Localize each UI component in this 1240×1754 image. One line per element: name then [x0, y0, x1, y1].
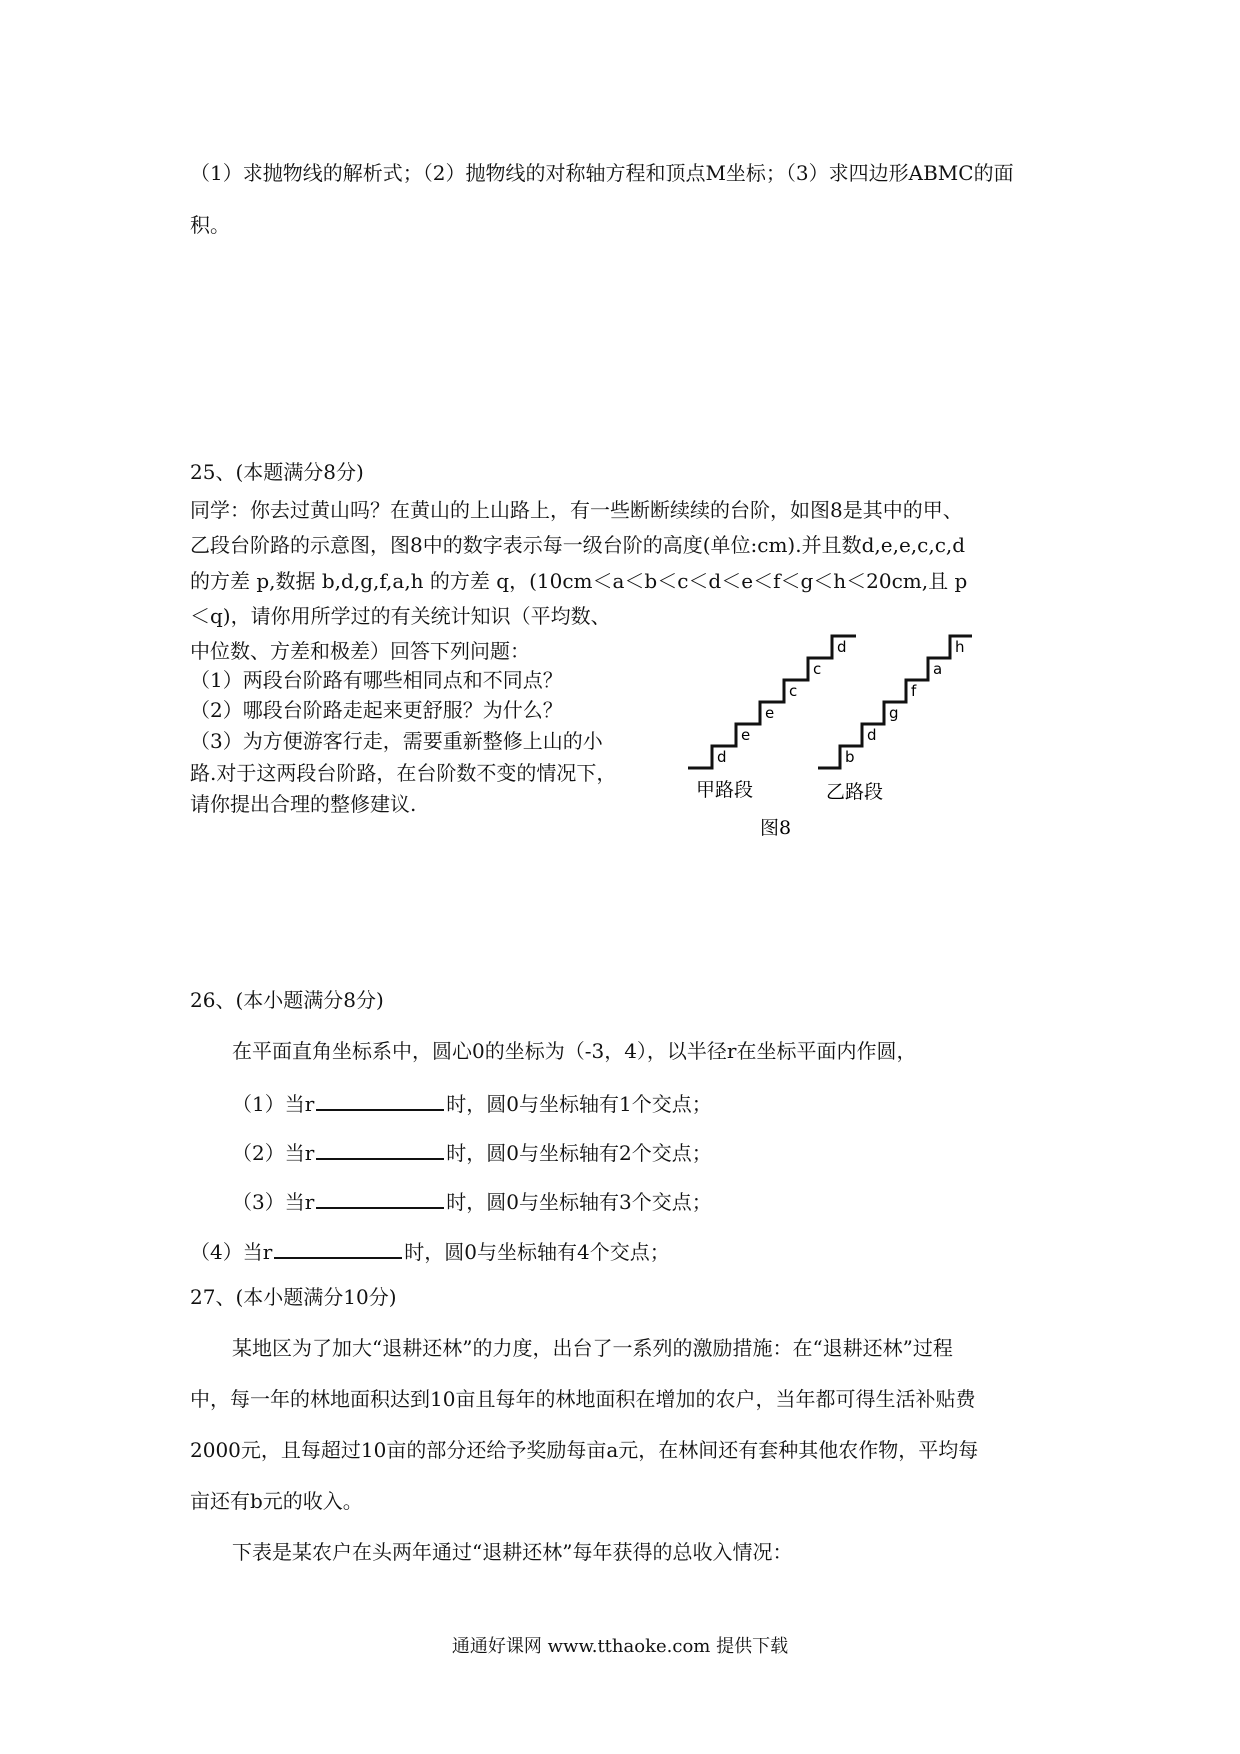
q25-line-8: （3）为方便游客行走，需要重新整修上山的小: [190, 729, 603, 753]
q25-line-4: ＜q)，请你用所学过的有关统计知识（平均数、: [190, 604, 611, 628]
q26-item-1: [232, 1087, 712, 1119]
figure-8-staircases: [678, 616, 1038, 846]
q26-item-3-suffix: 时，圆0与坐标轴有3个交点；: [446, 1190, 712, 1214]
path-b-step-6-label: h: [955, 638, 965, 656]
q25-line-10: 请你提出合理的整修建议.: [190, 792, 417, 816]
answer-blank-3[interactable]: [316, 1185, 444, 1209]
path-a-step-1-label: d: [717, 748, 727, 766]
answer-blank-2[interactable]: [316, 1136, 444, 1160]
path-a-stair-outline: [688, 636, 856, 768]
path-a-step-5-label: c: [813, 660, 822, 678]
intro-line-1: （1）求抛物线的解析式；（2）抛物线的对称轴方程和顶点M坐标；（3）求四边形ABMC的面: [190, 161, 1014, 185]
q26-heading: 26、(本小题满分8分): [190, 988, 384, 1012]
path-b-label: 乙路段: [826, 781, 884, 803]
q26-item-1-suffix: 时，圆0与坐标轴有1个交点；: [446, 1092, 712, 1116]
q26-item-2-prefix: （2）当r: [232, 1141, 315, 1165]
q26-item-3: [232, 1185, 712, 1217]
q26-item-2-suffix: 时，圆0与坐标轴有2个交点；: [446, 1141, 712, 1165]
path-a-step-6-label: d: [837, 638, 847, 656]
q26-item-4-prefix: （4）当r: [190, 1240, 273, 1264]
figure-caption: 图8: [760, 817, 792, 839]
path-b-step-4-label: f: [911, 682, 917, 700]
q27-line-4: 亩还有b元的收入。: [190, 1489, 363, 1513]
path-b-step-3-label: g: [889, 704, 899, 722]
path-b-step-1-label: b: [845, 748, 855, 766]
answer-blank-4[interactable]: [274, 1235, 402, 1259]
q26-item-4: [190, 1235, 670, 1267]
q27-line-5: 下表是某农户在头两年通过“退耕还林”每年获得的总收入情况：: [232, 1540, 793, 1564]
q27-line-1: 某地区为了加大“退耕还林”的力度，出台了一系列的激励措施：在“退耕还林”过程: [232, 1336, 953, 1360]
q25-line-1: 同学：你去过黄山吗？在黄山的上山路上，有一些断断续续的台阶，如图8是其中的甲、: [190, 498, 963, 522]
q27-line-2: 中，每一年的林地面积达到10亩且每年的林地面积在增加的农户，当年都可得生活补贴费: [190, 1387, 976, 1411]
staircase-path-a: [688, 636, 856, 768]
q26-item-4-suffix: 时，圆0与坐标轴有4个交点；: [404, 1240, 670, 1264]
path-b-step-5-label: a: [933, 660, 943, 678]
q25-line-9: 路.对于这两段台阶路，在台阶数不变的情况下，: [190, 761, 617, 785]
q26-item-2: [232, 1136, 712, 1168]
path-a-step-2-label: e: [741, 726, 751, 744]
q25-heading: 25、(本题满分8分): [190, 460, 364, 484]
q26-intro: 在平面直角坐标系中，圆心0的坐标为（-3，4），以半径r在坐标平面内作圆，: [232, 1039, 917, 1063]
path-a-label: 甲路段: [696, 779, 754, 801]
path-b-step-2-label: d: [867, 726, 877, 744]
path-a-step-4-label: c: [789, 682, 798, 700]
page-footer: 通通好课网 www.tthaoke.com 提供下载: [451, 1636, 789, 1657]
q25-line-5: 中位数、方差和极差）回答下列问题：: [190, 639, 530, 663]
intro-line-2: 积。: [190, 213, 230, 237]
q27-heading: 27、(本小题满分10分): [190, 1285, 397, 1309]
q25-line-6: （1）两段台阶路有哪些相同点和不同点？: [190, 668, 563, 692]
q26-item-1-prefix: （1）当r: [232, 1092, 315, 1116]
answer-blank-1[interactable]: [316, 1087, 444, 1111]
path-a-step-3-label: e: [765, 704, 775, 722]
q25-line-7: （2）哪段台阶路走起来更舒服？为什么？: [190, 698, 563, 722]
q26-item-3-prefix: （3）当r: [232, 1190, 315, 1214]
q25-line-2: 乙段台阶路的示意图，图8中的数字表示每一级台阶的高度(单位:cm).并且数d,e,e,c,c,d: [190, 533, 966, 557]
q25-line-3: 的方差 p,数据 b,d,g,f,a,h 的方差 q，(10cm＜a＜b＜c＜d＜e＜f＜g＜h＜20cm,且 p: [190, 569, 968, 593]
q27-line-3: 2000元，且每超过10亩的部分还给予奖励每亩a元，在林间还有套种其他农作物，平均每: [190, 1438, 979, 1462]
